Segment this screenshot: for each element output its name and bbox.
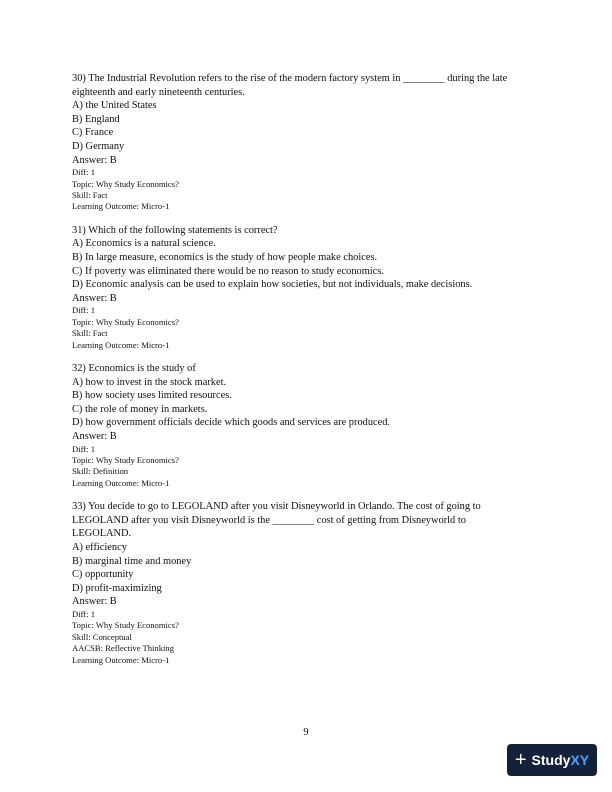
answer-option: D) how government officials decide which goods and services are produced.	[72, 417, 391, 429]
answer-option: D) profit-maximizing	[72, 582, 162, 594]
answer-option: C) If poverty was eliminated there would be no reason to study economics.	[72, 265, 384, 277]
answer-key: Answer: B	[72, 154, 117, 166]
answer-option: C) the role of money in markets.	[72, 403, 208, 415]
badge-label-xy: XY	[570, 752, 590, 768]
answer-option: B) England	[72, 113, 120, 125]
meta-difficulty: Diff: 1	[72, 608, 95, 619]
answer-option: C) opportunity	[72, 569, 134, 581]
meta-skill: Skill: Fact	[72, 328, 108, 339]
meta-aacsb: AACSB: Reflective Thinking	[72, 643, 175, 654]
meta-topic: Topic: Why Study Economics?	[72, 316, 179, 327]
answer-option: D) Germany	[72, 140, 125, 152]
answer-option: B) marginal time and money	[72, 555, 192, 567]
question-text: 33) You decide to go to LEGOLAND after you visit Disneyworld in Orlando. The cost of going to	[72, 501, 481, 513]
meta-learning-outcome: Learning Outcome: Micro-1	[72, 477, 170, 488]
meta-difficulty: Diff: 1	[72, 167, 95, 178]
answer-key: Answer: B	[72, 430, 117, 442]
question-text: 31) Which of the following statements is correct?	[72, 224, 278, 236]
meta-difficulty: Diff: 1	[72, 305, 95, 316]
badge-label-study: Study	[531, 752, 571, 768]
meta-learning-outcome: Learning Outcome: Micro-1	[72, 339, 170, 350]
question-text: 30) The Industrial Revolution refers to the rise of the modern factory system in ________ during the late	[72, 73, 508, 84]
answer-option: A) Economics is a natural science.	[72, 238, 216, 250]
question-text: LEGOLAND.	[72, 528, 132, 540]
answer-option: A) the United States	[72, 100, 157, 112]
question-text: eighteenth and early nineteenth centuries.	[72, 86, 245, 98]
studyxy-badge[interactable]	[507, 744, 597, 776]
answer-option: B) In large measure, economics is the study of how people make choices.	[72, 251, 378, 263]
answer-option: B) how society uses limited resources.	[72, 390, 232, 402]
answer-key: Answer: B	[72, 292, 117, 304]
answer-option: D) Economic analysis can be used to explain how societies, but not individuals, make decisions.	[72, 279, 473, 291]
meta-skill: Skill: Fact	[72, 189, 108, 200]
question-list	[72, 72, 540, 677]
question-32	[72, 362, 540, 489]
meta-topic: Topic: Why Study Economics?	[72, 454, 179, 465]
answer-option: A) efficiency	[72, 541, 127, 553]
meta-skill: Skill: Conceptual	[72, 631, 132, 642]
answer-option: C) France	[72, 127, 114, 139]
meta-difficulty: Diff: 1	[72, 443, 95, 454]
page-number: 9	[303, 727, 309, 738]
meta-skill: Skill: Definition	[72, 466, 129, 477]
plus-icon: +	[514, 749, 527, 771]
answer-option: A) how to invest in the stock market.	[72, 376, 227, 388]
question-30	[72, 72, 540, 213]
question-33	[72, 500, 540, 666]
meta-topic: Topic: Why Study Economics?	[72, 620, 179, 631]
meta-learning-outcome: Learning Outcome: Micro-1	[72, 201, 170, 212]
meta-learning-outcome: Learning Outcome: Micro-1	[72, 654, 170, 665]
question-text: 32) Economics is the study of	[72, 362, 196, 374]
answer-key: Answer: B	[72, 596, 117, 608]
question-text: LEGOLAND after you visit Disneyworld is the ________ cost of getting from Disneyworld to	[72, 514, 466, 526]
question-31	[72, 224, 540, 351]
meta-topic: Topic: Why Study Economics?	[72, 178, 179, 189]
